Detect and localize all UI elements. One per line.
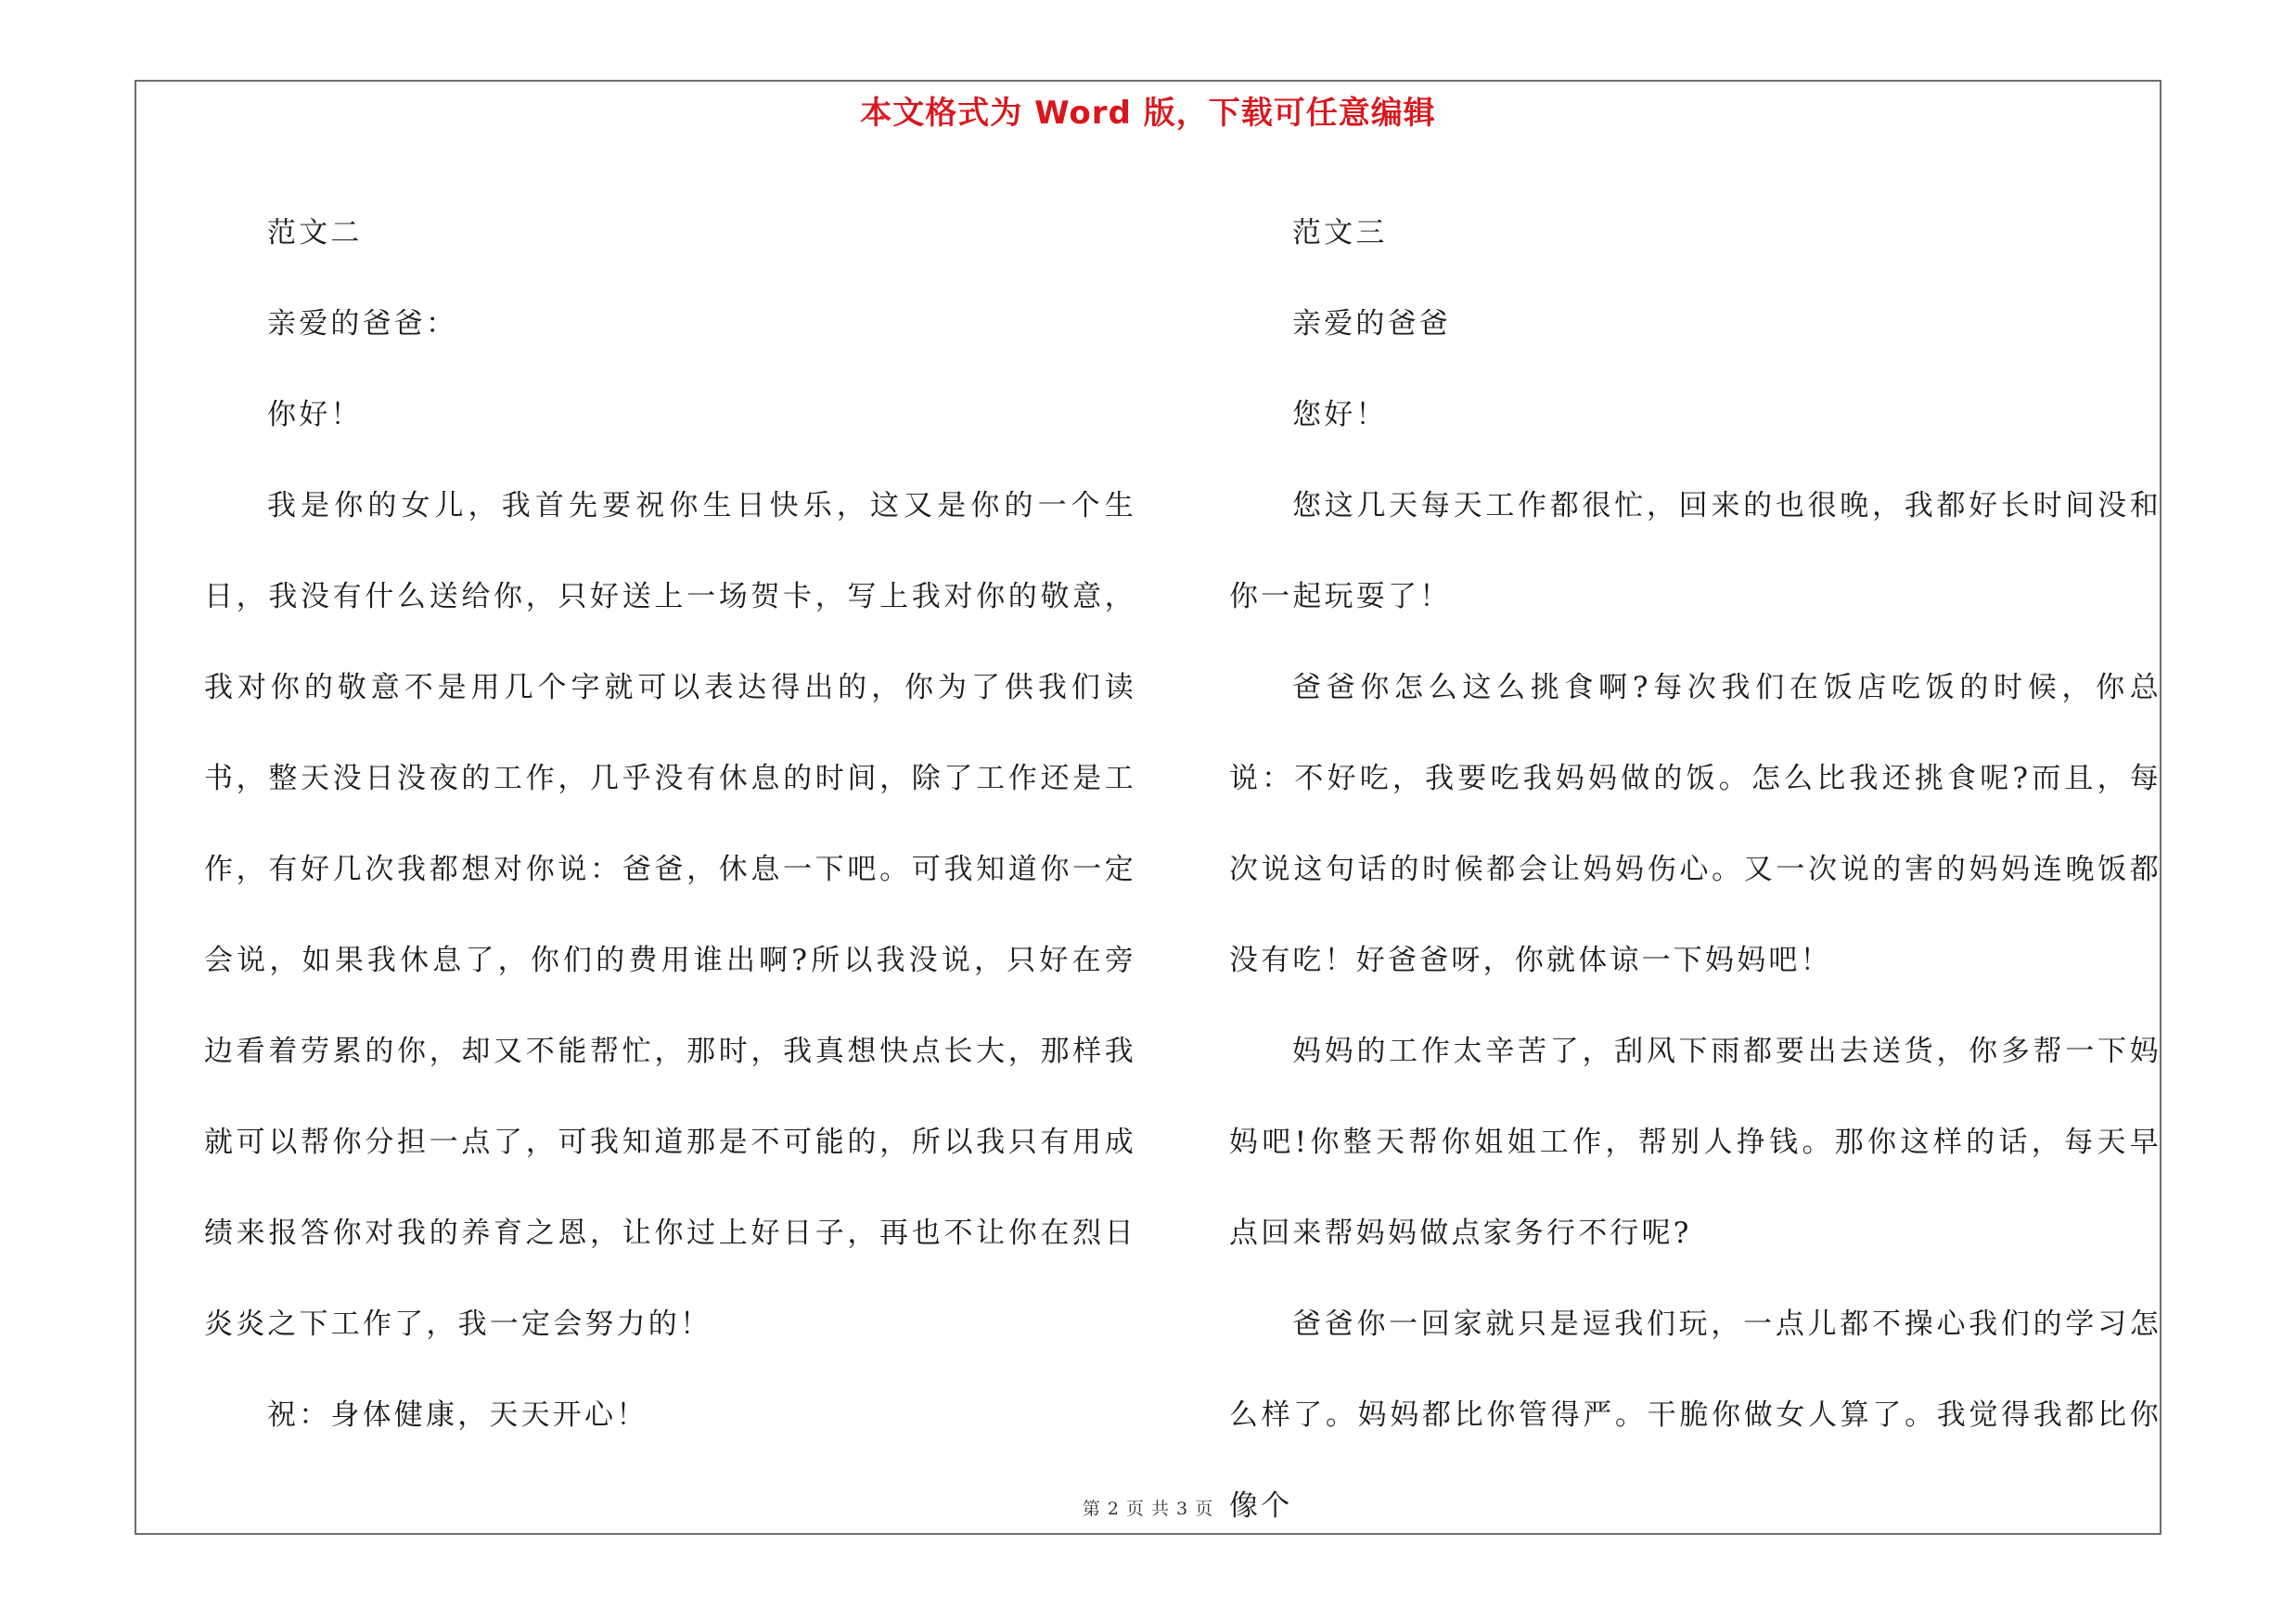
body-paragraph: 爸爸你怎么这么挑食啊?每次我们在饭店吃饭的时候，你总说：不好吃，我要吃我妈妈做的饭。怎么比我还挑食呢?而且，每次说这句话的时候都会让妈妈伤心。又一次说的害的妈妈连晚饭都没有吃！好爸爸呀，你就体谅一下妈妈吧！ [1229,671,2161,977]
body-paragraph: 妈妈的工作太辛苦了，刮风下雨都要出去送货，你多帮一下妈妈吧!你整天帮你姐姐工作，帮别人挣钱。那你这样的话，每天早点回来帮妈妈做点家务行不行呢? [1229,1035,2161,1250]
page-number: 第 2 页 共 3 页 [1082,1499,1214,1519]
right-column [1229,187,2161,1552]
salutation: 亲爱的爸爸 [1292,307,1451,341]
body-paragraph: 爸爸你一回家就只是逗我们玩，一点儿都不操心我们的学习怎么样了。妈妈都比你管得严。干脆你做女人算了。我觉得我都比你像个 [1229,1307,2161,1523]
page-header: 本文格式为 Word 版，下载可任意编辑 [860,95,1436,132]
salutation: 亲爱的爸爸： [267,307,458,341]
body-paragraph: 您这几天每天工作都很忙，回来的也很晚，我都好长时间没和你一起玩耍了！ [1229,489,2161,613]
essay-title: 范文二 [267,216,363,250]
left-column [204,187,1136,1461]
greeting: 您好！ [1292,398,1388,432]
essay-title: 范文三 [1292,216,1388,250]
greeting: 你好！ [267,398,363,432]
body-paragraph: 我是你的女儿，我首先要祝你生日快乐，这又是你的一个生日，我没有什么送给你，只好送上一场贺卡，写上我对你的敬意，我对你的敬意不是用几个字就可以表达得出的，你为了供我们读书，整天没日没夜的工作，几乎没有休息的时间，除了工作还是工作，有好几次我都想对你说：爸爸，休息一下吧。可我知道你一定会说，如果我休息了，你们的费用谁出啊?所以我没说，只好在旁边看着劳累的你，却又不能帮忙，那时，我真想快点长大，那样我就可以帮你分担一点了，可我知道那是不可能的，所以我只有用成绩来报答你对我的养育之恩，让你过上好日子，再也不让你在烈日炎炎之下工作了，我一定会努力的！ [204,489,1136,1341]
closing-line: 祝：身体健康，天天开心！ [267,1398,648,1432]
